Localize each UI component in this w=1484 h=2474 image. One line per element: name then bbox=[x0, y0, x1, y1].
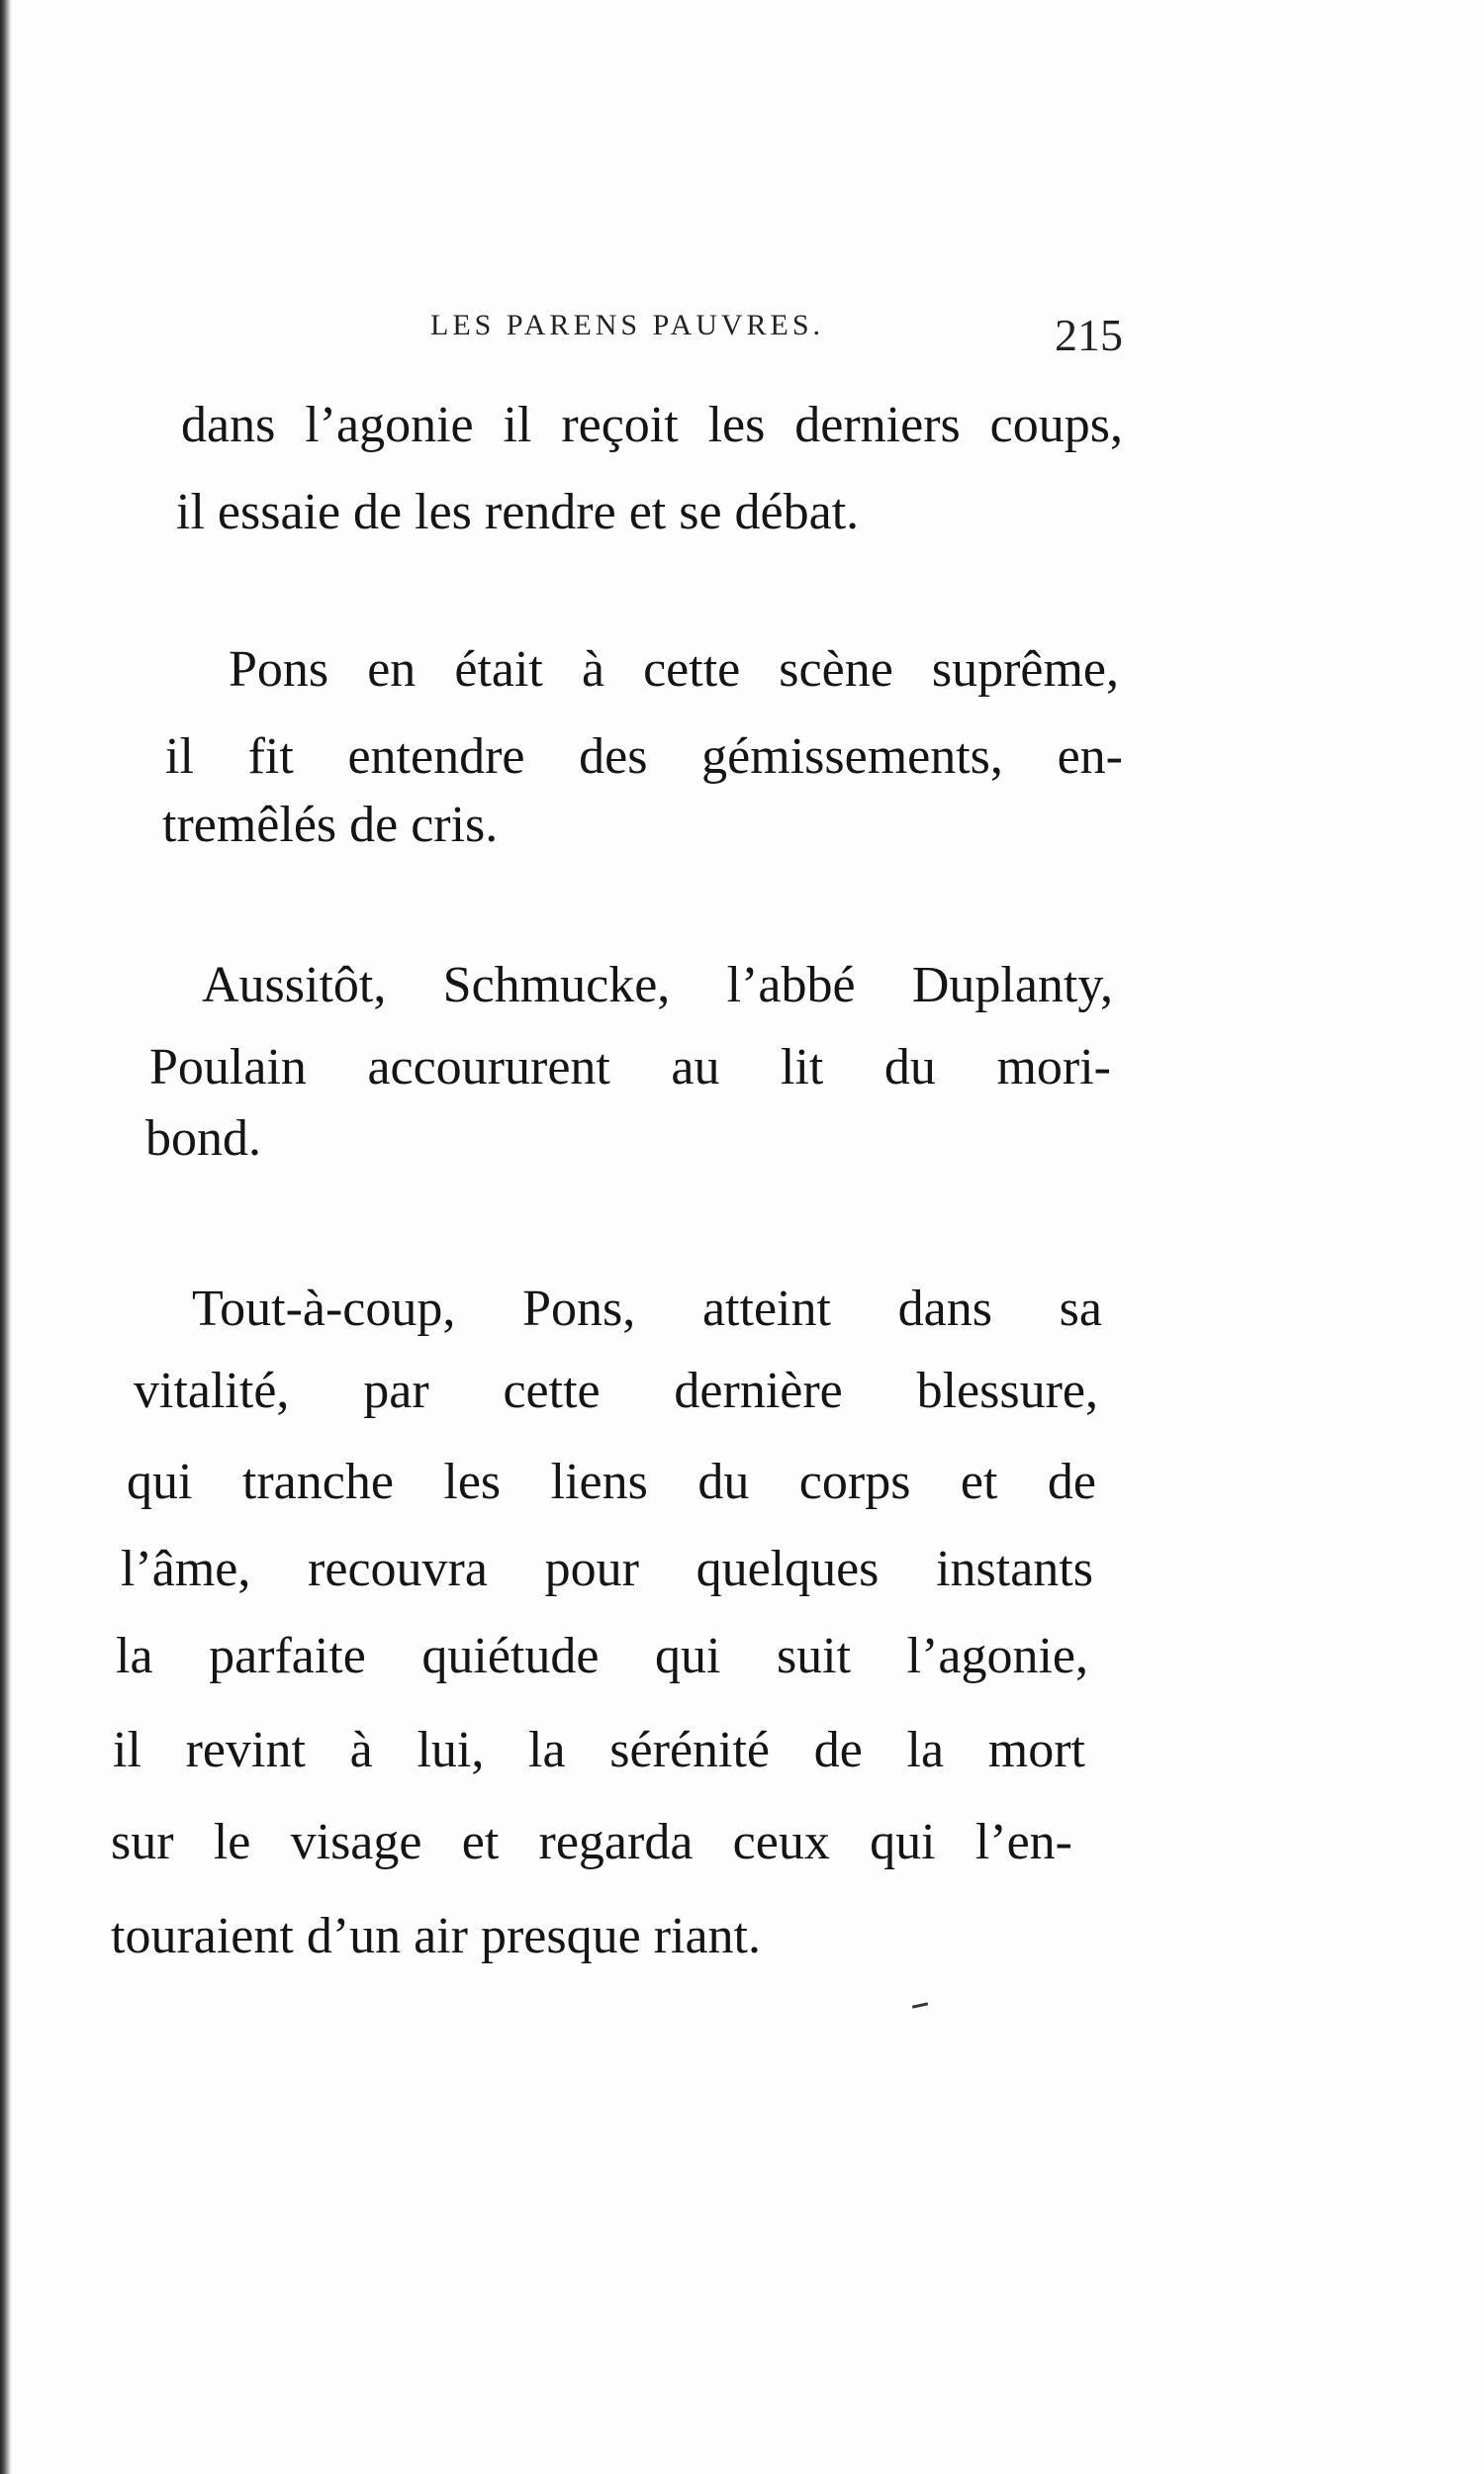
text-line: Aussitôt, Schmucke, l’abbé Duplanty, bbox=[202, 957, 1113, 1013]
text-line: la parfaite quiétude qui suit l’agonie, bbox=[116, 1628, 1088, 1684]
text-line: il fit entendre des gémissements, en- bbox=[165, 728, 1123, 785]
running-title: LES PARENS PAUVRES. bbox=[430, 309, 825, 341]
text-line: Poulain accoururent au lit du mori- bbox=[149, 1039, 1111, 1095]
text-line: Tout-à-coup, Pons, atteint dans sa bbox=[192, 1281, 1102, 1337]
text-line: il essaie de les rendre et se débat. bbox=[176, 484, 860, 540]
page-number: 215 bbox=[1055, 310, 1123, 360]
text-line: tremêlés de cris. bbox=[162, 797, 499, 853]
text-line: touraient d’un air presque riant. bbox=[111, 1908, 761, 1964]
text-line: qui tranche les liens du corps et de bbox=[127, 1454, 1096, 1510]
ink-speck bbox=[912, 2002, 928, 2008]
page-binding-shadow bbox=[0, 0, 12, 2474]
text-line: sur le visage et regarda ceux qui l’en- bbox=[111, 1814, 1072, 1870]
text-line: l’âme, recouvra pour quelques instants bbox=[121, 1541, 1093, 1597]
text-line: Pons en était à cette scène suprême, bbox=[229, 641, 1119, 698]
text-line: il revint à lui, la sérénité de la mort bbox=[113, 1722, 1085, 1778]
text-line: dans l’agonie il reçoit les derniers coups, bbox=[181, 397, 1123, 453]
text-line: vitalité, par cette dernière blessure, bbox=[134, 1363, 1098, 1419]
text-line: bond. bbox=[145, 1110, 261, 1167]
